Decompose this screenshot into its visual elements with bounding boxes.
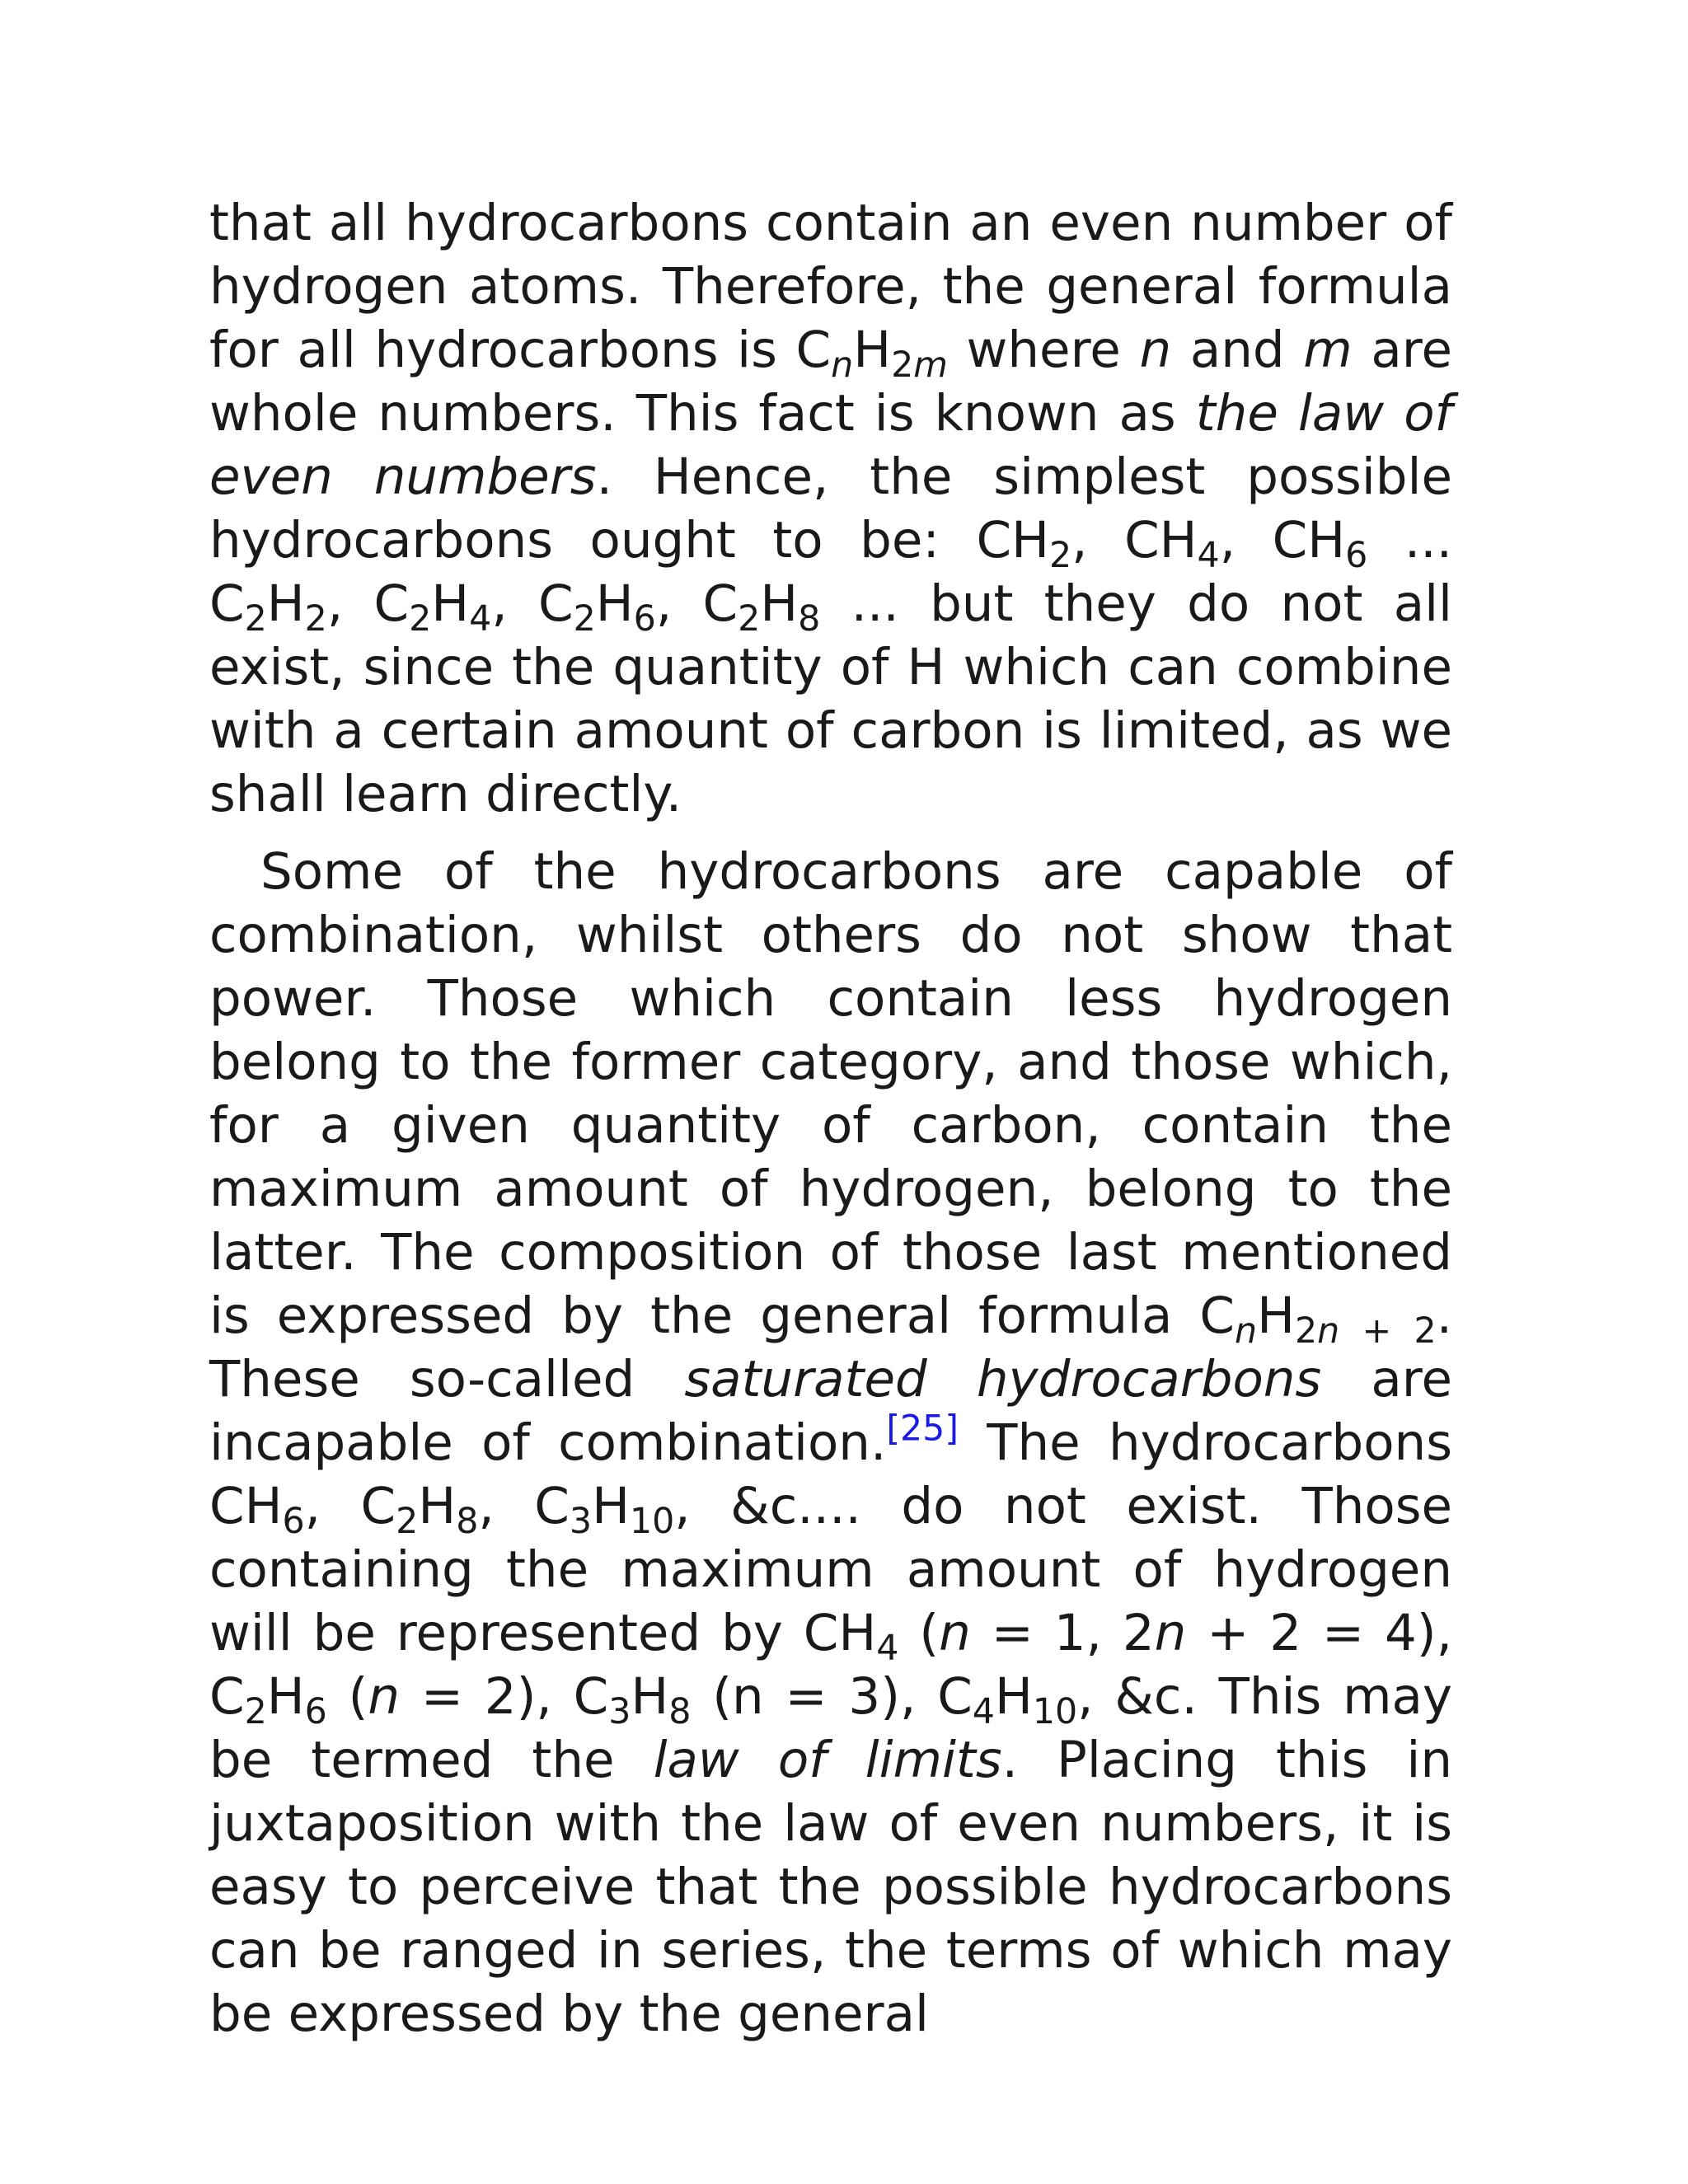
- subscript: [831, 344, 853, 386]
- italic-text: saturated hydrocarbons: [684, 1350, 1322, 1408]
- text-run: H: [760, 574, 799, 633]
- subscript: 2: [304, 598, 327, 640]
- text-run: H: [266, 574, 305, 633]
- subscript: 6: [304, 1690, 327, 1732]
- italic-text: n: [1317, 1310, 1340, 1352]
- subscript: 6: [282, 1500, 305, 1542]
- text-run: , C: [478, 1477, 570, 1535]
- text-run: ... but they do not all exist, since the quantity of H which can combine with a certain amount of carbon is limited, as we shall learn directly.: [209, 574, 1452, 823]
- italic-text: the law of even numbers: [209, 384, 1452, 506]
- subscript: 8: [668, 1690, 692, 1732]
- italic-text: m: [913, 344, 948, 386]
- subscript: 4: [469, 598, 492, 640]
- text-run: , C: [655, 574, 738, 633]
- subscript: 3: [608, 1690, 631, 1732]
- italic-text: n: [831, 344, 854, 386]
- paragraph-1: [209, 191, 1452, 826]
- subscript: 2: [396, 1500, 419, 1542]
- text-run: ... C: [209, 511, 1453, 633]
- italic-text: n: [1154, 1604, 1187, 1662]
- text-run: H: [266, 1667, 305, 1726]
- text-run: that all hydrocarbons contain an even number of hydrogen atoms. Therefore, the general formula for all hydrocarbons is C: [209, 194, 1452, 379]
- text-run: . Placing this in juxtaposition with the law of even numbers, it is easy to perceive that the possible hydrocarbons can be ranged in series, the terms of which may be expressed by the general: [209, 1731, 1452, 2043]
- text-run: . Hence, the simplest possible hydrocarbons ought to be: CH: [209, 448, 1452, 569]
- subscript: 8: [798, 598, 821, 640]
- italic-text: n: [1235, 1310, 1258, 1352]
- text-run: H: [853, 321, 892, 379]
- text-run: = 2), C: [400, 1667, 609, 1726]
- subscript: 10: [1032, 1690, 1078, 1732]
- text-run: , CH: [1219, 511, 1346, 569]
- text-run: H: [631, 1667, 669, 1726]
- text-run: The hydrocarbons CH: [209, 1413, 1452, 1535]
- subscript: 2: [1048, 534, 1072, 576]
- subscript: 4: [876, 1627, 899, 1669]
- italic-text: n: [368, 1667, 401, 1726]
- text-run: = 1, 2: [970, 1604, 1155, 1662]
- text-run: (: [898, 1604, 940, 1662]
- subscript: 8: [456, 1500, 479, 1542]
- subscript: 2: [244, 598, 267, 640]
- text-run: where: [947, 321, 1140, 379]
- subscript: + 2: [1339, 1310, 1437, 1352]
- italic-text: m: [1303, 321, 1353, 379]
- text-run: , C: [304, 1477, 396, 1535]
- text-run: Some of the hydrocarbons are capable of combination, whilst others do not show that power. Those which contain less hydrogen belong to the former category, and those which, for a given quantity of carbon, contain the maximum amount of hydrogen, belong to the latter. The composition of those last mentioned is expressed by the general formula C: [209, 842, 1452, 1345]
- text-run: , &c.... do not exist. Those containing the maximum amount of hydrogen will be represented by CH: [209, 1477, 1453, 1662]
- subscript: 2: [244, 1690, 267, 1732]
- italic-text: n: [1139, 321, 1172, 379]
- italic-text: n: [939, 1604, 971, 1662]
- subscript: [1317, 1310, 1339, 1352]
- text-run: H: [418, 1477, 457, 1535]
- subscript: 2: [891, 344, 914, 386]
- subscript: 2: [738, 598, 761, 640]
- subscript: 10: [629, 1500, 675, 1542]
- text-run: H: [994, 1667, 1033, 1726]
- document-page: [209, 191, 1452, 2046]
- text-run: , C: [491, 574, 574, 633]
- text-run: . These so-called: [209, 1286, 1452, 1408]
- text-run: , &c. This may be termed the: [209, 1667, 1452, 1789]
- paragraph-2: [209, 840, 1452, 2046]
- text-run: are whole numbers. This fact is known as: [209, 321, 1452, 443]
- text-run: H: [592, 1477, 630, 1535]
- subscript: 3: [569, 1500, 593, 1542]
- text-run: + 2 = 4), C: [209, 1604, 1452, 1726]
- text-run: , C: [326, 574, 410, 633]
- text-run: are incapable of combination.: [209, 1350, 1452, 1472]
- italic-text: law of limits: [653, 1731, 1002, 1789]
- subscript: 2: [573, 598, 596, 640]
- subscript: [1235, 1310, 1257, 1352]
- subscript: 6: [633, 598, 656, 640]
- subscript: 2: [409, 598, 432, 640]
- text-run: H: [1257, 1286, 1295, 1345]
- footnote-link[interactable]: [25]: [886, 1408, 959, 1450]
- subscript: 4: [972, 1690, 995, 1732]
- subscript: 6: [1345, 534, 1368, 576]
- subscript: 2: [1294, 1310, 1318, 1352]
- text-run: (: [326, 1667, 368, 1726]
- text-run: H: [595, 574, 634, 633]
- text-run: H: [431, 574, 470, 633]
- text-run: (n = 3), C: [691, 1667, 973, 1726]
- text-run: and: [1171, 321, 1304, 379]
- subscript: [913, 344, 948, 386]
- text-run: , CH: [1071, 511, 1198, 569]
- subscript: 4: [1197, 534, 1220, 576]
